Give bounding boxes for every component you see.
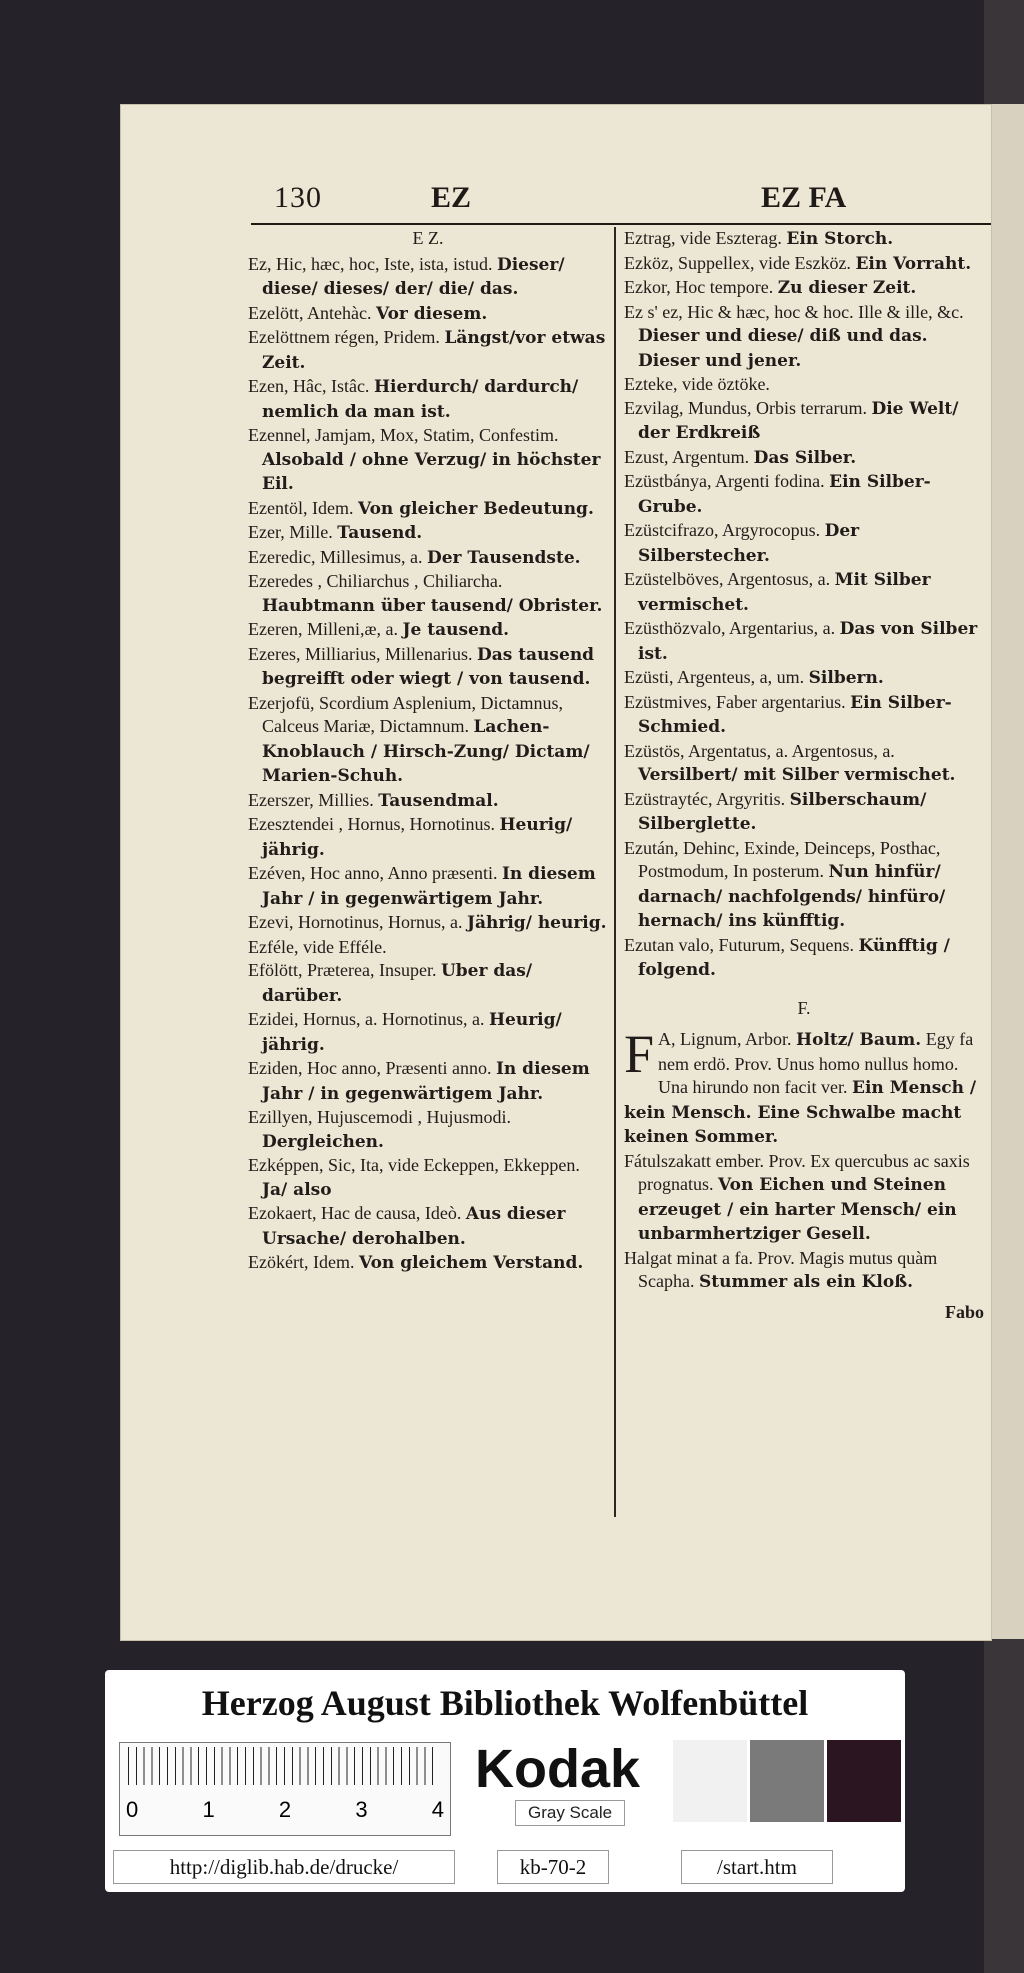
- section-heading-ez: E Z.: [412, 228, 444, 248]
- dictionary-entry: [248, 326, 608, 375]
- dictionary-entry: [624, 276, 984, 301]
- entry-german: Vor diesem.: [375, 303, 488, 324]
- entry-latin: Ezeren, Milleni,æ, a.: [248, 619, 398, 639]
- entry-german: Dieser und diese/ diß und das. Dieser und jener.: [638, 326, 928, 371]
- dictionary-entry: [624, 301, 984, 374]
- right-column: [624, 227, 984, 1324]
- entry-german: Ein Vorraht.: [855, 253, 972, 274]
- ruler-number: 0: [126, 1797, 139, 1822]
- entry-german: Ja/ also: [262, 1179, 332, 1200]
- left-column: [248, 227, 608, 1276]
- header-rule: [251, 223, 992, 225]
- dictionary-entry: [248, 911, 608, 936]
- page-number: 130: [274, 181, 322, 214]
- dictionary-entry: [624, 519, 984, 568]
- url-label: http://diglib.hab.de/drucke/: [113, 1850, 455, 1884]
- entry-german: Ein Silber-Grube.: [638, 472, 931, 517]
- entry-latin: Ezteke, vide öztöke.: [624, 374, 770, 394]
- entry-latin: Ezeredic, Millesimus, a.: [248, 546, 423, 567]
- library-title: Herzog August Bibliothek Wolfenbüttel: [201, 1683, 809, 1723]
- entry-latin: Ezüstmives, Faber argentarius.: [624, 691, 846, 712]
- entry-latin: Ezköz, Suppellex, vide Eszköz.: [624, 252, 851, 273]
- dictionary-entry: [248, 789, 608, 814]
- entry-german: Das tausend begreifft oder wiegt / von tausend.: [262, 644, 595, 689]
- entry-latin: Ezillyen, Hujuscemodi , Hujusmodi.: [248, 1107, 511, 1127]
- entry-latin: Eztrag, vide Eszterag.: [624, 228, 782, 248]
- entry-latin: Ezféle, vide Efféle.: [248, 936, 387, 957]
- entry-german: Tausendmal.: [378, 790, 499, 811]
- entry-german: Künfftig / folgend.: [638, 935, 950, 980]
- dictionary-entry: [624, 617, 984, 666]
- entry-latin: Ezüstraytéc, Argyritis.: [624, 788, 786, 809]
- dictionary-entry: [248, 570, 608, 618]
- entry-latin: Ezeres, Milliarius, Millenarius.: [248, 643, 473, 664]
- dictionary-entry: [624, 691, 984, 740]
- entry-latin: Ezéven, Hoc anno, Anno præsenti.: [248, 863, 498, 883]
- entry-german: Heurig/ jährig.: [262, 815, 573, 860]
- entry-german: Dergleichen.: [262, 1131, 384, 1152]
- entry-german: Je tausend.: [402, 620, 510, 640]
- entry-german: Alsobald / ohne Verzug/ in höchster Eil.: [262, 449, 601, 494]
- fa-german: Holtz/ Baum.: [796, 1030, 922, 1050]
- swatch-gray: [750, 1740, 824, 1822]
- dictionary-entry: [248, 618, 608, 643]
- entry-german: Jährig/ heurig.: [466, 913, 607, 933]
- entry-german: Versilbert/ mit Silber vermischet.: [638, 765, 956, 785]
- dictionary-entry: [248, 862, 608, 911]
- proverb-3: [624, 1247, 984, 1295]
- dictionary-entry: [624, 227, 984, 252]
- dictionary-entry: [248, 302, 608, 327]
- proverb-2: [624, 1150, 984, 1247]
- ruler-ticks: [128, 1747, 440, 1785]
- entry-latin: Ezüstcifrazo, Argyrocopus.: [624, 520, 821, 540]
- left-running-head: EZ: [431, 181, 472, 214]
- dictionary-entry: [248, 253, 608, 302]
- entry-german: Ein Silber-Schmied.: [638, 692, 952, 737]
- book-page: [120, 104, 992, 1641]
- dictionary-entry: [248, 1057, 608, 1106]
- entry-latin: Ezeredes , Chiliarchus , Chiliarcha.: [248, 571, 503, 591]
- dictionary-entry: [248, 424, 608, 497]
- entry-latin: Ezentöl, Idem.: [248, 497, 354, 518]
- entry-german: Der Silberstecher.: [638, 521, 860, 566]
- entry-latin: Ezerszer, Millies.: [248, 789, 374, 810]
- entry-latin: Ezökért, Idem.: [248, 1252, 355, 1272]
- entry-latin: Ezennel, Jamjam, Mox, Statim, Confestim.: [248, 425, 559, 445]
- dictionary-entry: [624, 470, 984, 519]
- catchword: Fabo: [944, 1301, 984, 1322]
- entry-latin: Ezesztendei , Hornus, Hornotinus.: [248, 814, 495, 834]
- kodak-logo: Kodak: [475, 1739, 641, 1799]
- dictionary-entry: [624, 934, 984, 983]
- entry-german: In diesem Jahr / in gegenwärtigem Jahr.: [262, 1059, 590, 1104]
- dictionary-entry: [624, 740, 984, 788]
- dictionary-entry: [248, 1008, 608, 1057]
- entry-latin: Ezután, Dehinc, Exinde, Deinceps, Posthac, Postmodum, In posterum.: [624, 837, 941, 881]
- proverb-1-german: Ein Mensch / kein Mensch. Eine Schwalbe macht keinen Sommer.: [624, 1078, 977, 1147]
- entry-german: Lachen-Knoblauch / Hirsch-Zung/ Dictam/ Marien-Schuh.: [262, 717, 590, 786]
- entry-german: Das Silber.: [753, 447, 857, 468]
- entry-latin: Ezen, Hâc, Istâc.: [248, 376, 370, 396]
- proverb-3-latin: Halgat minat a fa. Prov. Magis mutus quàm Scapha.: [624, 1247, 938, 1291]
- entry-german: Aus dieser Ursache/ derohalben.: [262, 1204, 566, 1249]
- dictionary-entry: [624, 568, 984, 617]
- entry-german: Die Welt/ der Erdkreiß: [638, 398, 959, 443]
- gray-scale-label: Gray Scale: [515, 1800, 625, 1826]
- entry-german: Nun hinfür/ darnach/ nachfolgends/ hinfüro/ hernach/ ins künfftig.: [638, 862, 946, 931]
- dictionary-entry: [248, 1251, 608, 1276]
- dictionary-entry: [248, 813, 608, 862]
- entry-german: In diesem Jahr / in gegenwärtigem Jahr.: [262, 864, 596, 909]
- entry-german: Mit Silber vermischet.: [638, 570, 931, 615]
- shelfmark-label: kb-70-2: [497, 1850, 609, 1884]
- dictionary-entry: [248, 521, 608, 546]
- entry-latin: Ezidei, Hornus, a. Hornotinus, a.: [248, 1009, 485, 1029]
- drop-capital: F: [624, 1024, 655, 1084]
- ruler-numbers: [120, 1797, 450, 1823]
- entry-latin: Ezüsti, Argenteus, a, um.: [624, 667, 805, 687]
- entry-latin: Ez s' ez, Hic & hæc, hoc & hoc. Ille & ille, &c.: [624, 301, 964, 322]
- dictionary-entry: [624, 446, 984, 471]
- entry-latin: Ezevi, Hornotinus, Hornus, a.: [248, 912, 463, 932]
- entry-german: Tausend.: [337, 523, 423, 543]
- entry-german: Silberschaum/ Silberglette.: [638, 789, 927, 834]
- entry-latin: Ezelöttnem régen, Pridem.: [248, 327, 440, 347]
- dictionary-entry: [248, 936, 608, 960]
- entry-latin: Ezüsthözvalo, Argentarius, a.: [624, 618, 836, 638]
- entry-latin: Ez, Hic, hæc, hoc, Iste, ista, istud.: [248, 253, 493, 274]
- dictionary-entry: [624, 373, 984, 397]
- column-divider: [614, 227, 616, 1517]
- entry-german: Silbern.: [808, 668, 884, 688]
- entry-german: Ein Storch.: [786, 229, 894, 249]
- right-entries: [624, 227, 984, 983]
- entry-german: Der Tausendste.: [426, 547, 581, 568]
- dictionary-entry: [248, 546, 608, 571]
- entry-latin: Ezvilag, Mundus, Orbis terrarum.: [624, 397, 867, 418]
- entry-german: Von gleichem Verstand.: [358, 1253, 584, 1273]
- dictionary-entry: [248, 1154, 608, 1202]
- swatch-dark: [827, 1740, 901, 1822]
- entry-german: Längst/vor etwas Zeit.: [262, 328, 606, 373]
- ruler-number: 4: [431, 1797, 444, 1822]
- entry-german: Heurig/ jährig.: [262, 1010, 562, 1055]
- library-color-card: [105, 1670, 905, 1892]
- entry-latin: Ezer, Mille.: [248, 522, 333, 542]
- fa-entry: [624, 1024, 984, 1150]
- dictionary-entry: [624, 397, 984, 446]
- dictionary-entry: [624, 252, 984, 277]
- dictionary-entry: [624, 837, 984, 934]
- entry-german: Dieser/ diese/ dieses/ der/ die/ das.: [262, 254, 565, 299]
- fa-latin: A, Lignum, Arbor.: [658, 1029, 792, 1049]
- entry-latin: Ezkor, Hoc tempore.: [624, 277, 774, 297]
- entry-latin: Ezüstös, Argentatus, a. Argentosus, a.: [624, 740, 895, 761]
- entry-latin: Ezüstbánya, Argenti fodina.: [624, 471, 825, 491]
- swatch-white: [673, 1740, 747, 1822]
- proverb-2-latin: Fátulszakatt ember. Prov. Ex quercubus ac saxis prognatus.: [624, 1150, 970, 1194]
- entry-german: Von gleicher Bedeutung.: [357, 498, 594, 519]
- entry-german: Das von Silber ist.: [638, 619, 978, 664]
- entry-latin: Ezust, Argentum.: [624, 446, 750, 467]
- entry-latin: Eziden, Hoc anno, Præsenti anno.: [248, 1058, 492, 1078]
- entry-latin: Ezokaert, Hac de causa, Ideò.: [248, 1203, 462, 1223]
- entry-latin: Efölött, Præterea, Insuper.: [248, 960, 437, 980]
- facing-page-edge: [990, 104, 1024, 1639]
- section-heading-f: F.: [797, 997, 811, 1018]
- ruler-number: 3: [355, 1797, 368, 1822]
- dictionary-entry: [624, 666, 984, 691]
- entry-german: Uber das/ darüber.: [262, 961, 533, 1006]
- dictionary-entry: [248, 692, 608, 789]
- entry-german: Haubtmann über tausend/ Obrister.: [262, 595, 603, 616]
- dictionary-entry: [248, 497, 608, 522]
- dictionary-entry: [248, 1202, 608, 1251]
- entry-latin: Ezüstelböves, Argentosus, a.: [624, 569, 831, 589]
- proverb-1-latin: Egy fa nem erdö. Prov. Unus homo nullus homo. Una hirundo non facit ver.: [658, 1029, 974, 1097]
- entry-german: Hierdurch/ dardurch/ nemlich da man ist.: [262, 377, 579, 422]
- start-label: /start.htm: [681, 1850, 833, 1884]
- entry-latin: Ezerjofü, Scordium Asplenium, Dictamnus, Calceus Mariæ, Dictamnum.: [248, 692, 563, 736]
- dictionary-entry: [248, 959, 608, 1008]
- ruler: [119, 1742, 451, 1836]
- ruler-number: 2: [278, 1797, 292, 1822]
- ruler-number: 1: [202, 1797, 215, 1822]
- proverb-2-german: Von Eichen und Steinen erzeuget / ein harter Mensch/ ein unbarmhertziger Gesell.: [638, 1175, 957, 1244]
- proverb-3-german: Stummer als ein Kloß.: [698, 1272, 914, 1292]
- entry-latin: Ezképpen, Sic, Ita, vide Eckeppen, Ekkeppen.: [248, 1155, 580, 1175]
- left-entries: [248, 253, 608, 1276]
- entry-latin: Ezelött, Antehàc.: [248, 302, 372, 323]
- entry-german: Zu dieser Zeit.: [777, 278, 917, 298]
- dictionary-entry: [248, 1106, 608, 1154]
- dictionary-entry: [248, 643, 608, 692]
- dictionary-entry: [624, 788, 984, 837]
- dictionary-entry: [248, 375, 608, 424]
- entry-latin: Ezutan valo, Futurum, Sequens.: [624, 934, 854, 955]
- right-running-head: EZ FA: [761, 181, 847, 214]
